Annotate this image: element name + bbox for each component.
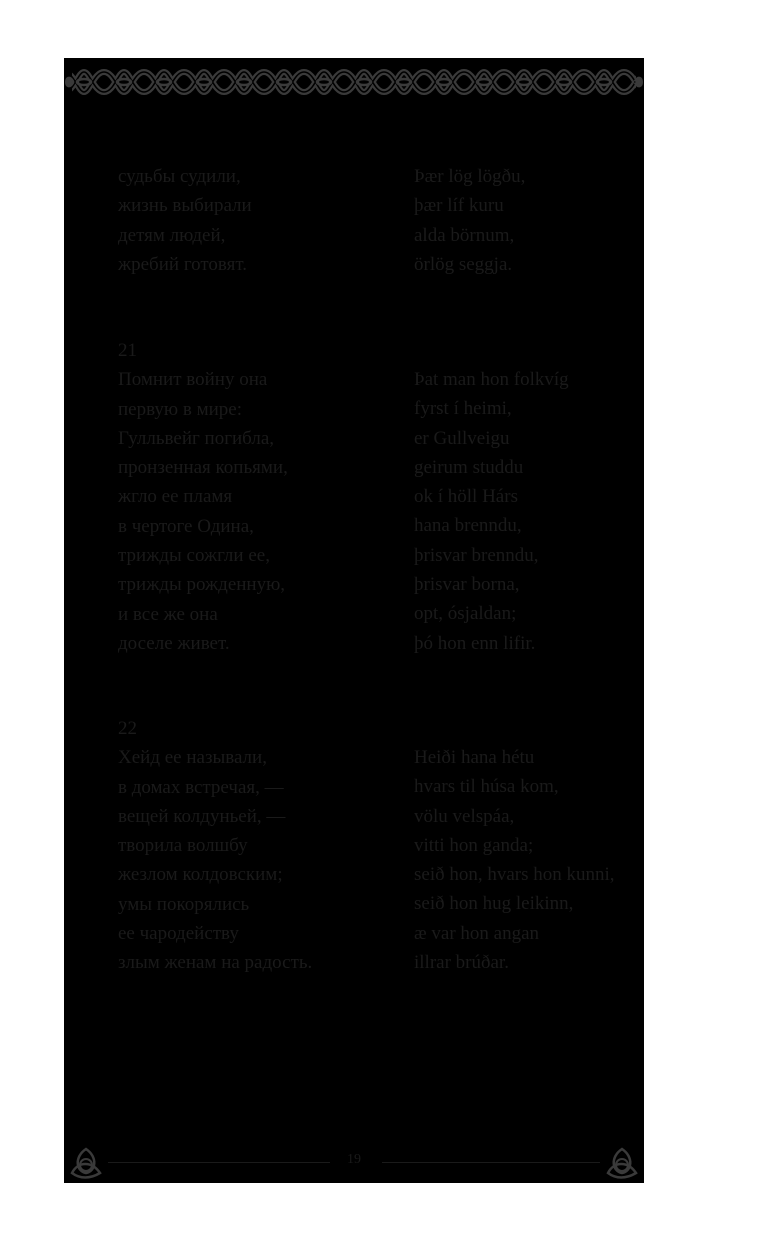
icelandic-line: hvars til húsa kom, xyxy=(414,776,559,798)
russian-line: жгло ее пламя xyxy=(118,486,233,508)
russian-line: ее чародейству xyxy=(118,923,239,945)
icelandic-line: geirum studdu xyxy=(414,456,524,478)
icelandic-line: Þær lög lögðu, xyxy=(414,166,526,187)
russian-line: вещей колдуньей, — xyxy=(118,805,286,827)
icelandic-line: opt, ósjaldan; xyxy=(414,603,517,625)
russian-line: в чертоге Одина, xyxy=(118,515,254,537)
icelandic-line: seið hon, hvars hon kunni, xyxy=(414,864,615,886)
russian-line: жезлом колдовским; xyxy=(118,864,283,886)
icelandic-line: er Gullveigu xyxy=(414,427,510,449)
page-footer xyxy=(64,1143,644,1183)
russian-line: доселе живет. xyxy=(118,632,230,654)
icelandic-line: örlög seggja. xyxy=(414,253,513,275)
russian-line: жребий готовят. xyxy=(118,253,248,275)
icelandic-line: þrisvar brenndu, xyxy=(414,544,539,566)
russian-line: Помнит войну она xyxy=(118,369,268,391)
russian-line: судьбы судили, xyxy=(118,166,241,187)
icelandic-line: alda börnum, xyxy=(414,224,515,246)
russian-line: Хейд ее называли, xyxy=(118,747,267,769)
russian-line: трижды сожгли ее, xyxy=(118,545,270,567)
stanza-22-icelandic xyxy=(414,743,615,977)
icelandic-line: þó hon enn lifir. xyxy=(414,632,536,654)
icelandic-line: þrisvar borna, xyxy=(414,574,520,596)
russian-line: злым женам на радость. xyxy=(118,952,313,974)
russian-line: умы покорялись xyxy=(118,893,250,915)
icelandic-line: æ var hon angan xyxy=(414,922,540,944)
icelandic-line: Heiði hana hétu xyxy=(414,747,535,768)
russian-line: детям людей, xyxy=(118,224,226,246)
stanza-number: 22 xyxy=(118,718,137,739)
icelandic-line: ok í höll Hárs xyxy=(414,486,518,508)
triquetra-right-icon xyxy=(602,1143,642,1183)
stanza-22-russian xyxy=(118,714,312,978)
russian-line: жизнь выбирали xyxy=(118,195,252,217)
russian-line: и все же она xyxy=(118,603,218,625)
icelandic-line: þær líf kuru xyxy=(414,195,504,217)
russian-line: пронзенная копьями, xyxy=(118,457,288,479)
russian-line: трижды рожденную, xyxy=(118,574,286,596)
icelandic-line: hana brenndu, xyxy=(414,515,522,537)
stanza-number: 21 xyxy=(118,340,137,361)
celtic-braid-border-icon xyxy=(64,58,644,106)
icelandic-line: illrar brúðar. xyxy=(414,952,509,974)
stanza-21-icelandic xyxy=(414,365,569,658)
russian-line: в домах встречая, — xyxy=(118,776,284,798)
stanza-21-russian xyxy=(118,336,288,658)
russian-line: Гулльвейг погибла, xyxy=(118,427,275,449)
russian-line: творила волшбу xyxy=(118,835,248,857)
icelandic-line: Þat man hon folkvíg xyxy=(414,369,569,390)
page-number: 19 xyxy=(347,1152,361,1167)
icelandic-line: seið hon hug leikinn, xyxy=(414,893,574,915)
russian-line: первую в мире: xyxy=(118,398,242,420)
icelandic-line: vitti hon ganda; xyxy=(414,834,534,856)
icelandic-line: fyrst í heimi, xyxy=(414,398,512,420)
russian-column xyxy=(118,162,252,279)
footer-rule-right xyxy=(382,1162,600,1163)
icelandic-column xyxy=(414,162,525,279)
icelandic-line: völu velspáa, xyxy=(414,805,515,827)
book-page xyxy=(64,58,644,1183)
